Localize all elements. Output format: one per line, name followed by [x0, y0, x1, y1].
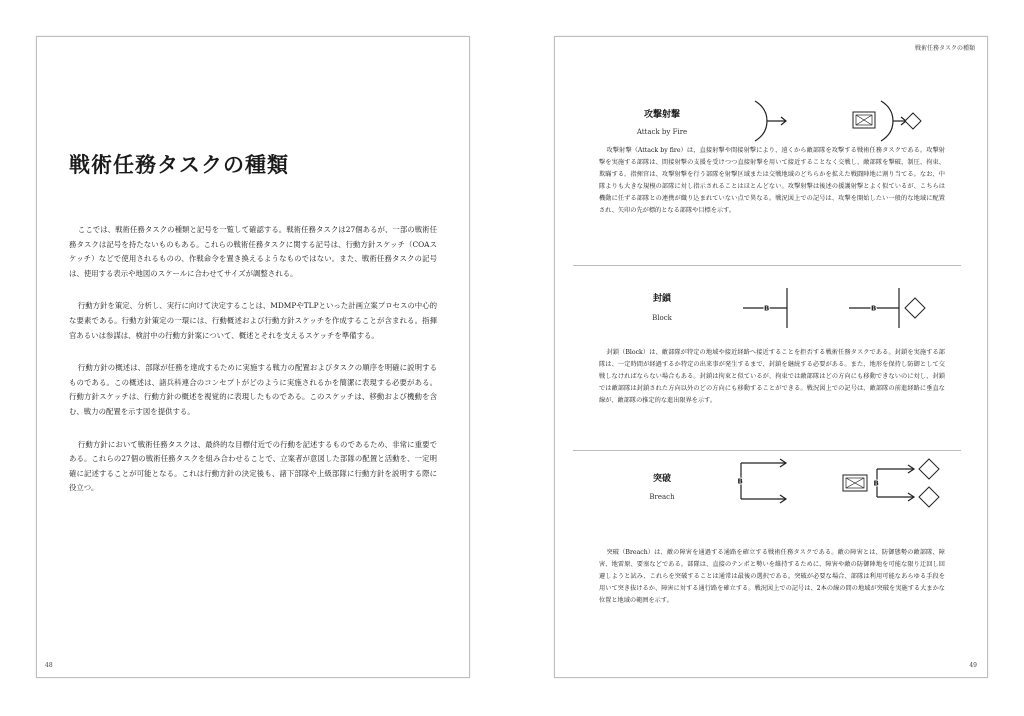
- task-name-en: Attack by Fire: [636, 128, 688, 136]
- svg-text:B: B: [764, 304, 770, 313]
- svg-text:B: B: [873, 479, 879, 488]
- svg-text:B: B: [737, 477, 743, 486]
- task-description: 突破（Breach）は、敵の障害を通過する通路を確立する戦術任務タスクである。敵の障害とは、防御態勢の敵部隊、障害、地雷原、要塞などである。部隊は、直接のテンポと勢いを維持するために、障害や敵の防御陣地を可能な限り迂回し回避しようと試み、これらを突破することは通常は最後の選択である。突破が必要な場合、部隊は利用可能なあらゆる手段を用いて突き抜けるか、障害に対する通行路を確立する。戦況図上での記号は、2本の線の間の地域が突破を実施する大まかな位置と地域の範囲を示す。: [599, 549, 945, 604]
- attack-by-fire-unit-symbol-icon: [851, 99, 923, 143]
- coa-paragraph: 行動方針を策定、分析し、実行に向けて決定することは、MDMPやTLPといった計画立案プロセスの中心的な要素である。行動方針策定の一環には、行動概述および行動方針スケッチを作成することが含まれる。指揮官あるいは参謀は、検討中の行動方針案について、概述とそれを支えるスケッチを準備する。: [69, 301, 437, 340]
- block-symbol-icon: [737, 285, 801, 331]
- running-head: 戦術任務タスクの種類: [914, 45, 975, 52]
- attack-by-fire-symbol-icon: [753, 99, 793, 143]
- section-divider: [573, 265, 961, 266]
- page-number-left: 48: [45, 662, 53, 669]
- task-section-breach: [573, 455, 969, 604]
- task-name-jp: 攻撃射撃: [643, 110, 680, 120]
- page-title: 戦術任務タスクの種類: [69, 152, 289, 177]
- task-description: 攻撃射撃（Attack by fire）は、直接射撃や間接射撃により、遠くから敵部隊を攻撃する戦術任務タスクである。攻撃射撃を実施する部隊は、間接射撃の支援を受けつつ直接射撃を用いて接近することなく交戦し、敵部隊を撃破、制圧、拘束、欺瞞する。指揮官は、攻撃射撃を行う部隊を射撃区域または交戦地域のどちらかを拡えた戦闘陣地に割り当てる。なお、中隊よりも大きな規模の部隊に対し指示されることはほとんどない。攻撃射撃は後述の援護射撃とよく似ているが、こちらは機動に任ずる部隊との連携が織り込まれていない点で異なる。戦況図上での記号は、攻撃を開始したい一般的な地域に配置され、矢印の先が標的となる部隊や目標を示す。: [599, 147, 945, 214]
- section-divider: [573, 450, 961, 451]
- left-page: [36, 36, 470, 678]
- task-section-attack-by-fire: [573, 87, 969, 214]
- task-name-jp: 封鎖: [652, 294, 671, 304]
- coa-statement-paragraph: 行動方針の概述は、部隊が任務を達成するために実施する戦力の配置およびタスクの順序を明確に説明するものである。この概述は、諸兵科連合のコンセプトがどのように実施されるかを簡潔に表現する必要がある。行動方針スケッチは、行動方針の概述を視覚的に表現したものである。このスケッチは、移動および機動を含む、戦力の配置を示す図を提供する。: [69, 363, 437, 416]
- task-name-jp: 突破: [652, 474, 671, 484]
- task-section-block: [573, 271, 969, 404]
- task-name-en: Block: [652, 314, 672, 322]
- task-description: 封鎖（Block）は、敵部隊が特定の地域や接近経路へ接近することを拒否する戦術任務タスクである。封鎖を実施する部隊は、一定時間が経過するか特定の出来事が発生するまで、封鎖を継続する必要がある。また、地形を保持し防御として交戦しなければならない場合もある。封鎖は拘束と似ているが、拘束では敵部隊はどの方向にも移動できないのに対し、封鎖では敵部隊は封鎖された方向以外のどの方向にも移動することができる。戦況図上での記号は、敵部隊の前進経路に垂直な線が、敵部隊の推定的な進出限界を示す。: [599, 349, 945, 404]
- svg-text:B: B: [871, 304, 877, 313]
- block-unit-symbol-icon: [845, 285, 929, 331]
- right-page: [554, 36, 988, 678]
- intro-paragraph: ここでは、戦術任務タスクの種類と記号を一覧して確認する。戦術任務タスクは27個あるが、一部の戦術任務タスクは記号を持たないものもある。これらの戦術任務タスクに関する記号は、行動方針スケッチ（COAスケッチ）などで使用されるものの、作戦命令を置き換えるようなものではない。また、戦術任務タスクの記号は、使用する表示や地図のスケールに合わせてサイズが調整される。: [69, 225, 437, 278]
- breach-symbol-icon: [733, 455, 797, 507]
- page-number-right: 49: [969, 662, 977, 669]
- tactical-task-paragraph: 行動方針において戦術任務タスクは、最終的な目標付近での行動を記述するものであるため、非常に重要である。これらの27個の戦術任務タスクを組み合わせることで、立案者が意図した部隊の配置と活動を、一定明確に記述することが可能となる。これは行動方針の決定後も、諸下部隊や上級部隊に行動方針を説明する際に役立つ。: [69, 439, 437, 493]
- breach-unit-symbol-icon: [839, 457, 943, 513]
- task-name-en: Breach: [649, 493, 675, 501]
- body-text: [69, 223, 437, 514]
